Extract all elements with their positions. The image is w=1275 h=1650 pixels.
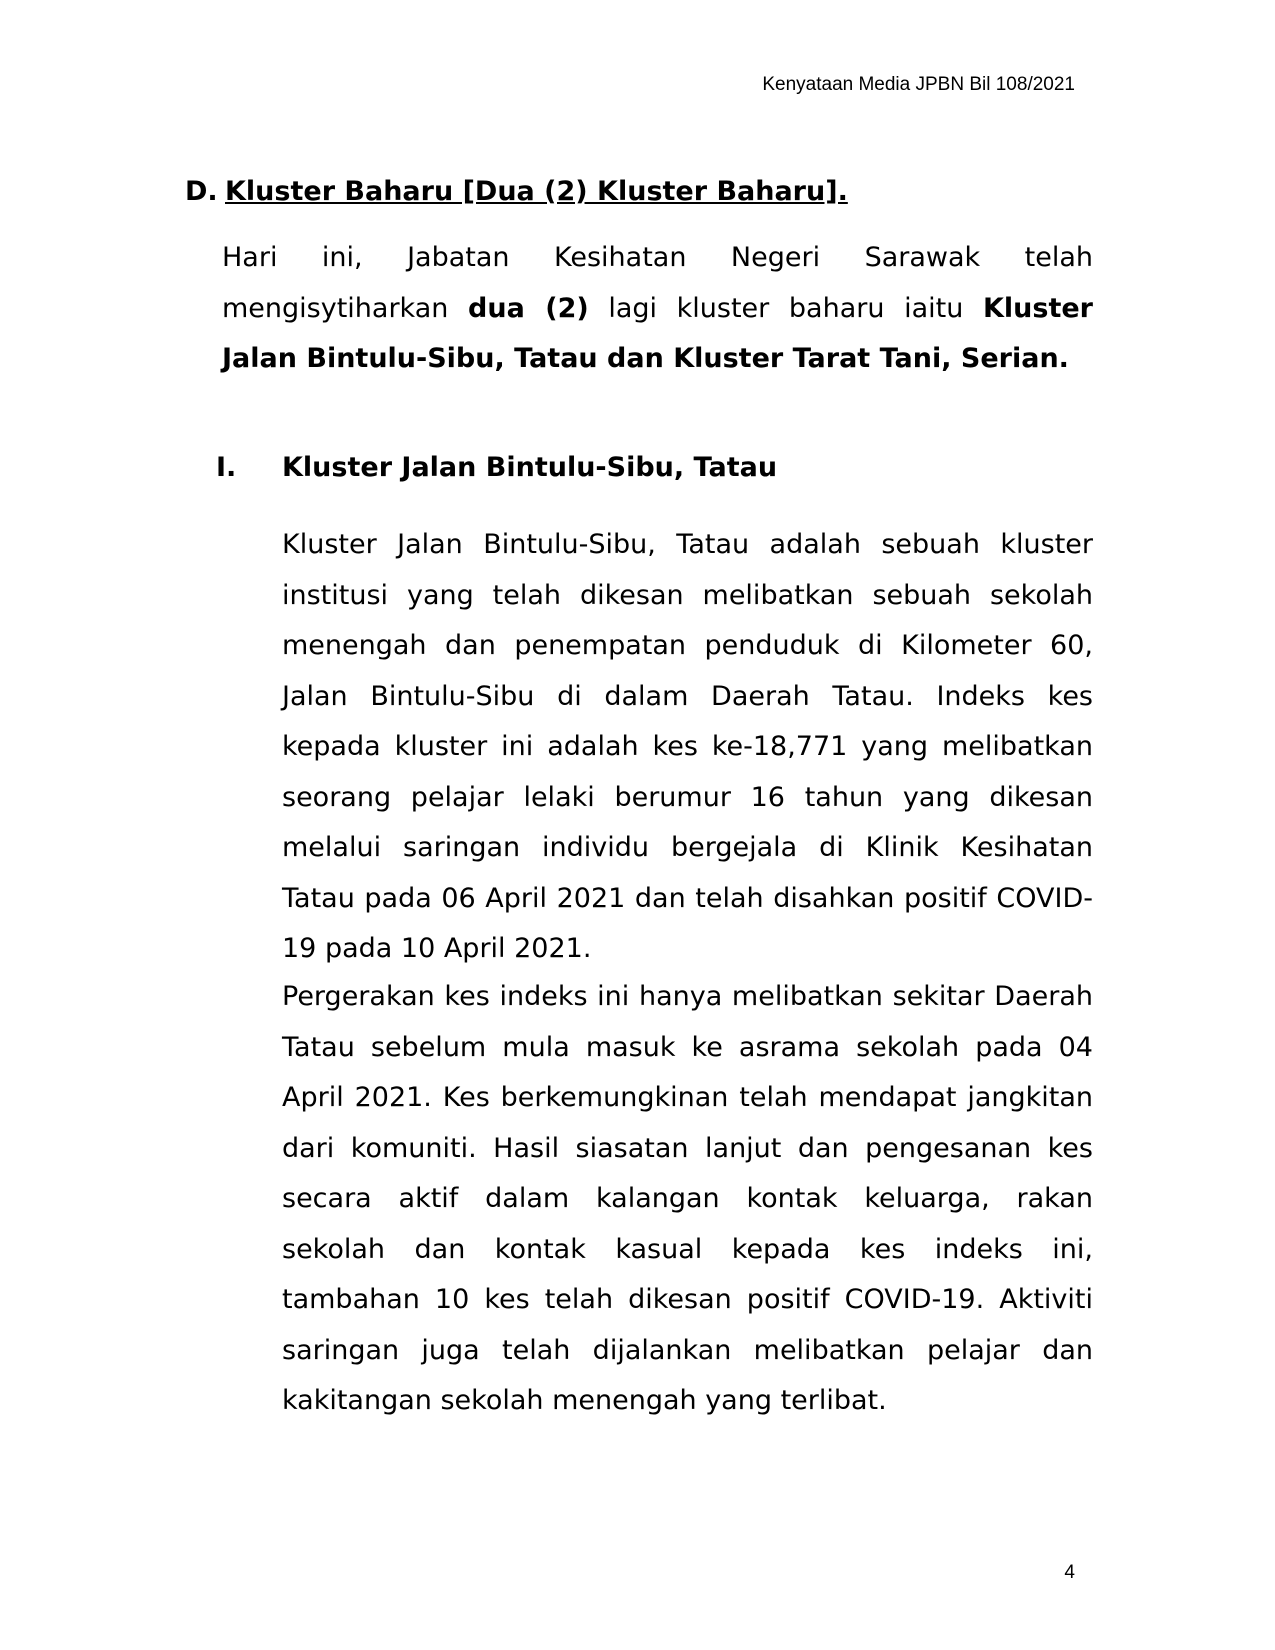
intro-text-2: lagi kluster baharu iaitu: [588, 292, 983, 324]
document-reference: Kenyataan Media JPBN Bil 108/2021: [762, 74, 1075, 95]
section-letter: D.: [185, 176, 218, 207]
body-paragraph-1: Kluster Jalan Bintulu-Sibu, Tatau adalah sebuah kluster institusi yang telah dikesan melibatkan sebuah sekolah menengah dan penempatan penduduk di Kilometer 60, Jalan Bintulu-Sibu di dalam Daerah Tatau. Indeks kes kepada kluster ini adalah kes ke-18,771 yang melibatkan seorang pelajar lelaki berumur 16 tahun yang dikesan melalui saringan individu bergejala di Klinik Kesihatan Tatau pada 06 April 2021 dan telah disahkan positif COVID-19 pada 10 April 2021.: [282, 529, 1093, 964]
intro-paragraph: [222, 233, 1093, 385]
section-title: Kluster Baharu [Dua (2) Kluster Baharu].: [225, 176, 848, 207]
subsection-heading: [216, 452, 777, 483]
intro-bold-count: dua (2): [468, 292, 589, 324]
section-heading: [185, 176, 848, 207]
subsection-title: Kluster Jalan Bintulu-Sibu, Tatau: [282, 452, 778, 483]
body-paragraph-2: Pergerakan kes indeks ini hanya melibatkan sekitar Daerah Tatau sebelum mula masuk ke asrama sekolah pada 04 April 2021. Kes berkemungkinan telah mendapat jangkitan dari komuniti. Hasil siasatan lanjut dan pengesanan kes secara aktif dalam kalangan kontak keluarga, rakan sekolah dan kontak kasual kepada kes indeks ini, tambahan 10 kes telah dikesan positif COVID-19. Aktiviti saringan juga telah dijalankan melibatkan pelajar dan kakitangan sekolah menengah yang terlibat.: [282, 981, 1093, 1416]
intro-text-1: Hari ini, Jabatan Kesihatan Negeri Sarawak telah mengisytiharkan: [222, 242, 1093, 324]
intro-bold-clusters: Kluster Jalan Bintulu-Sibu, Tatau dan Kluster Tarat Tani, Serian.: [222, 292, 1093, 374]
subsection-numeral: I.: [216, 452, 237, 483]
page-number: 4: [1064, 1562, 1075, 1583]
